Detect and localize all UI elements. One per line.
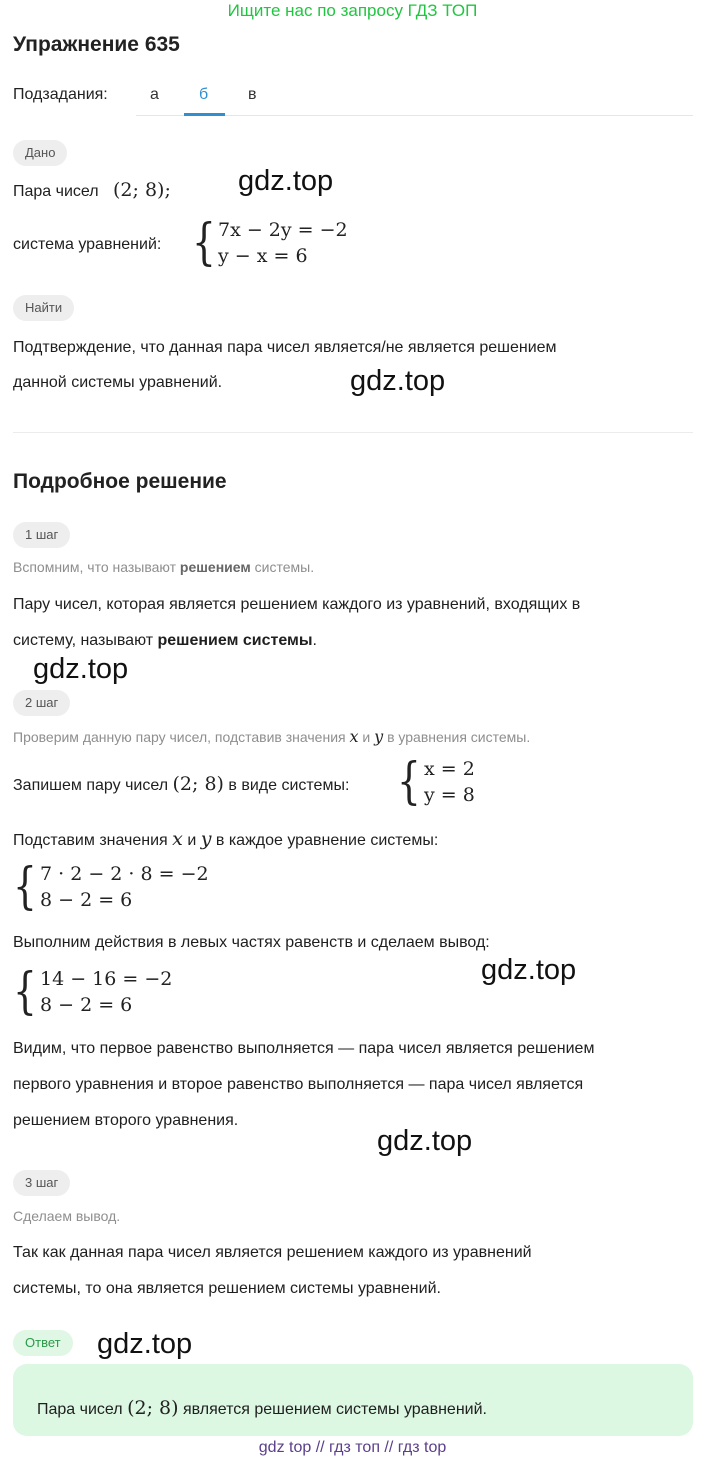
step-1-hint: Вспомним, что называют решением системы. [13, 559, 315, 575]
given-pair-label: Пара чисел [13, 183, 99, 200]
subst-system-brace: { [13, 857, 37, 915]
result-eq1: 14 − 16 = −2 [40, 968, 173, 990]
step-2-conclusion-1: Видим, что первое равенство выполняется — пара чисел является решением [13, 1040, 595, 1057]
given-eq1: 7x − 2y = −2 [218, 219, 348, 241]
section-divider [13, 432, 693, 433]
given-pair-math: (2; 8); [113, 179, 171, 201]
pair-system-y: y = 8 [424, 784, 475, 806]
given-pill: Дано [13, 140, 67, 166]
subst-eq2: 8 − 2 = 6 [40, 889, 133, 911]
step-2-do-line: Выполним действия в левых частях равенств и сделаем вывод: [13, 934, 490, 951]
step-3-line-1: Так как данная пара чисел является решением каждого из уравнений [13, 1244, 532, 1261]
pair-system-x: x = 2 [424, 758, 475, 780]
watermark-2: gdz.top [350, 365, 446, 397]
step-1-line-2: систему, называют решением системы. [13, 632, 317, 649]
step-2-hint: Проверим данную пару чисел, подставив значения x и y в уравнения системы. [13, 727, 531, 746]
find-line-1: Подтверждение, что данная пара чисел является/не является решением [13, 339, 557, 356]
watermark-1: gdz.top [238, 165, 334, 197]
find-pill: Найти [13, 295, 74, 321]
subtask-tab-b[interactable]: б [199, 86, 209, 103]
result-eq2: 8 − 2 = 6 [40, 994, 133, 1016]
watermark-4: gdz.top [481, 954, 577, 986]
given-eq2: y − x = 6 [218, 245, 308, 267]
step-1-pill: 1 шаг [13, 522, 70, 548]
step-3-hint: Сделаем вывод. [13, 1208, 121, 1224]
subtask-tab-v[interactable]: в [248, 86, 257, 103]
step-3-pill: 3 шаг [13, 1170, 70, 1196]
step-3-line-2: системы, то она является решением системы уравнений. [13, 1280, 441, 1297]
step-2-conclusion-2: первого уравнения и второе равенство выполняется — пара чисел является [13, 1076, 584, 1093]
subst-eq1: 7 · 2 − 2 · 8 = −2 [40, 863, 209, 885]
step-1-line-1: Пару чисел, которая является решением каждого из уравнений, входящих в [13, 596, 581, 613]
answer-text: Пара чисел (2; 8) является решением системы уравнений. [37, 1397, 487, 1419]
watermark-6: gdz.top [97, 1328, 193, 1360]
active-tab-indicator [184, 113, 225, 116]
watermark-3: gdz.top [33, 653, 129, 685]
top-banner: Ищите нас по запросу ГДЗ ТОП [227, 1, 478, 20]
pair-system-brace: { [397, 752, 421, 810]
step-2-conclusion-3: решением второго уравнения. [13, 1112, 239, 1129]
watermark-5: gdz.top [377, 1125, 473, 1157]
given-system-brace: { [192, 213, 216, 271]
subtask-tab-a[interactable]: а [150, 86, 159, 103]
solution-title: Подробное решение [13, 470, 227, 493]
result-system-brace: { [13, 962, 37, 1020]
step-2-subst-line: Подставим значения x и y в каждое уравнение системы: [13, 828, 439, 850]
subtasks-label: Подзадания: [13, 86, 108, 103]
page-title: Упражнение 635 [13, 33, 180, 56]
answer-pill: Ответ [13, 1330, 73, 1356]
find-line-2: данной системы уравнений. [13, 374, 223, 391]
footer-links: gdz top // гдз топ // гдз top [258, 1439, 447, 1456]
step-2-pill: 2 шаг [13, 690, 70, 716]
given-system-label: система уравнений: [13, 236, 162, 253]
step-2-write-line: Запишем пару чисел (2; 8) в виде системы: [13, 773, 350, 795]
